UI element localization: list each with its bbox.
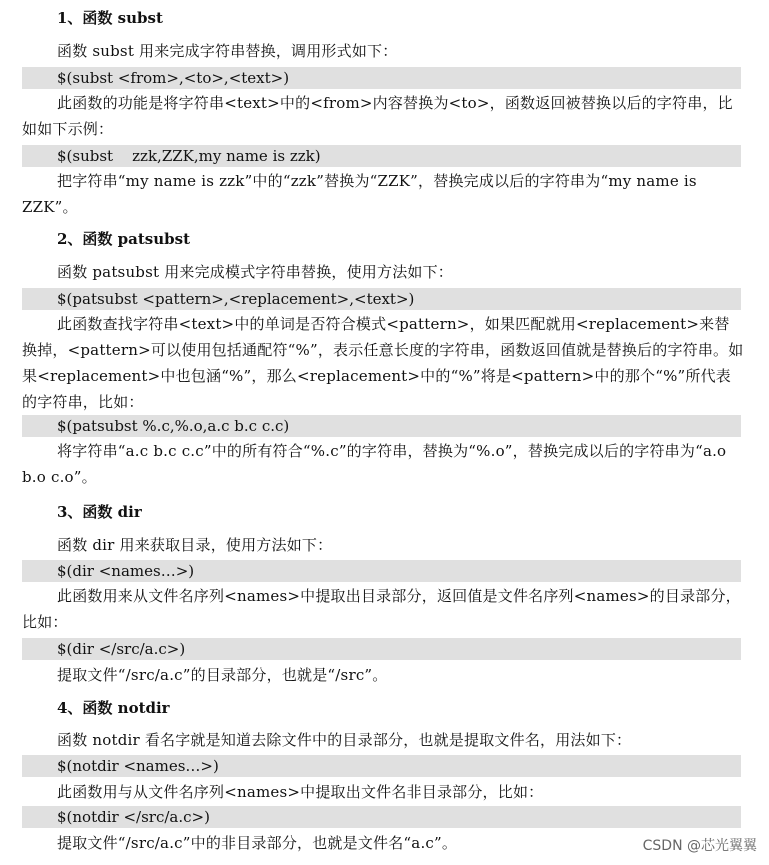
section-1-intro: 函数 subst 用来完成字符串替换，调用形式如下： (57, 42, 398, 60)
section-2-example: $(patsubst %.c,%.o,a.c b.c c.c) (22, 415, 741, 437)
section-2-intro: 函数 patsubst 用来完成模式字符串替换，使用方法如下： (57, 263, 453, 281)
section-2-syntax: $(patsubst <pattern>,<replacement>,<text>) (22, 288, 741, 310)
section-4-intro: 函数 notdir 看名字就是知道去除文件中的目录部分，也就是提取文件名，用法如下： (57, 731, 632, 749)
section-3-example: $(dir </src/a.c>) (22, 638, 741, 660)
section-1-example: $(subst zzk,ZZK,my name is zzk) (22, 145, 741, 167)
section-4-description: 此函数用与从文件名序列<names>中提取出文件名非目录部分，比如： (57, 783, 544, 801)
section-2-description: 此函数查找字符串<text>中的单词是否符合模式<pattern>，如果匹配就用<replacement>来替换掉，<pattern>可以使用包括通配符“%”，表示任意长度的字符串，函数返回值就是替换后的字符串。如果<replacement>中也包涵“%”，那么<replacement>中的“%”将是<pattern>中的那个“%”所代表的字符串，比如： (22, 315, 744, 411)
section-1-heading: 1、函数 subst (57, 9, 163, 27)
section-2-heading: 2、函数 patsubst (57, 230, 191, 248)
section-1-description: 此函数的功能是将字符串<text>中的<from>内容替换为<to>，函数返回被替换以后的字符串，比如如下示例： (22, 94, 733, 138)
section-4-result: 提取文件“/src/a.c”中的非目录部分，也就是文件名“a.c”。 (57, 834, 458, 852)
section-4-example: $(notdir </src/a.c>) (22, 806, 741, 828)
section-1-syntax: $(subst <from>,<to>,<text>) (22, 67, 741, 89)
section-3-heading: 3、函数 dir (57, 503, 142, 521)
section-3-result: 提取文件“/src/a.c”的目录部分，也就是“/src”。 (57, 666, 388, 684)
section-4-heading: 4、函数 notdir (57, 699, 170, 717)
section-3-syntax: $(dir <names…>) (22, 560, 741, 582)
section-3-intro: 函数 dir 用来获取目录，使用方法如下： (57, 536, 333, 554)
section-3-description: 此函数用来从文件名序列<names>中提取出目录部分，返回值是文件名序列<names>的目录部分，比如： (22, 587, 741, 631)
section-2-result: 将字符串“a.c b.c c.c”中的所有符合“%.c”的字符串，替换为“%.o”，替换完成以后的字符串为“a.o b.o c.o”。 (22, 442, 727, 486)
csdn-watermark: CSDN @芯光翼翼 (642, 838, 757, 854)
section-4-syntax: $(notdir <names…>) (22, 755, 741, 777)
section-1-result: 把字符串“my name is zzk”中的“zzk”替换为“ZZK”，替换完成以后的字符串为“my name is ZZK”。 (22, 172, 697, 216)
